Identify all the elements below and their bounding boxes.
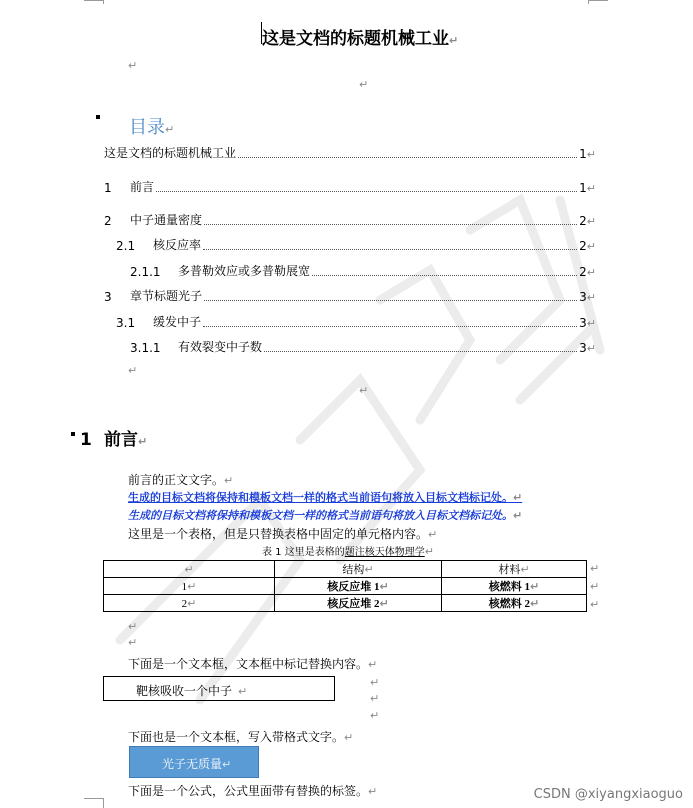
table-cell[interactable]: 核燃料 1↵ <box>442 578 587 595</box>
table-cell[interactable]: 核反应堆 1↵ <box>275 578 442 595</box>
table-row <box>104 595 587 612</box>
table-cell[interactable]: 材料↵ <box>442 561 587 578</box>
formatted-text-box[interactable]: 光子无质量↵ <box>129 746 259 778</box>
crop-mark-top-right-h <box>588 0 608 1</box>
textbox2-intro-text: 下面也是一个文本框，写入带格式文字。↵ <box>128 730 354 744</box>
paragraph-mark: ↵ <box>370 709 380 722</box>
toc-leader-dots <box>203 248 577 250</box>
table-row <box>104 578 587 595</box>
caption-link[interactable]: 题注核天体物理学 <box>344 547 425 558</box>
paragraph-mark: ↵ <box>370 692 380 705</box>
toc-entry[interactable]: 这是文档的标题机械工业 1 ↵ <box>104 146 596 161</box>
toc-leader-dots <box>156 190 577 192</box>
table-header-row <box>104 561 587 578</box>
data-table <box>103 560 587 612</box>
toc-leader-dots <box>312 274 577 276</box>
paragraph-mark: ↵ <box>128 364 138 377</box>
list-bullet-marker <box>96 115 100 119</box>
row-end-mark: ↵ <box>590 580 600 593</box>
blue-bold-italic-text: 生成的目标文档将保持和模板文档一样的格式当前语句将放入目标文档标记处。↵ <box>128 509 523 522</box>
formula-intro-text: 下面是一个公式，公式里面带有替换的标签。↵ <box>128 784 378 798</box>
table-cell[interactable]: 结构↵ <box>275 561 442 578</box>
table-cell[interactable]: 核燃料 2↵ <box>442 595 587 612</box>
toc-entry[interactable]: 1 前言 1 ↵ <box>104 180 596 195</box>
toc-entry[interactable]: 2.1.1 多普勒效应或多普勒展宽 2 ↵ <box>130 264 596 279</box>
section-heading[interactable]: 1 前言↵ <box>80 430 148 450</box>
toc-entry[interactable]: 3.1.1 有效裂变中子数 3 ↵ <box>130 340 596 355</box>
crop-mark-top-left-h <box>84 0 104 1</box>
crop-mark-top-right-v <box>588 0 589 4</box>
toc-leader-dots <box>204 299 577 301</box>
table-cell[interactable]: 1↵ <box>104 578 275 595</box>
paragraph-mark: ↵ <box>128 636 138 649</box>
toc-heading: 目录↵ <box>129 117 175 138</box>
intro-text: 前言的正文文字。↵ <box>128 473 234 487</box>
crop-mark-bottom-left-h <box>84 798 104 799</box>
crop-mark-top-left-v <box>103 0 104 4</box>
toc-leader-dots <box>203 325 577 327</box>
paragraph-mark: ↵ <box>128 620 138 633</box>
csdn-watermark: CSDN @xiyangxiaoguo <box>533 787 683 802</box>
crop-mark-bottom-left-v <box>103 798 104 808</box>
table-caption: 表 1 这里是表格的题注核天体物理学↵ <box>262 545 434 558</box>
list-bullet-marker <box>71 432 75 436</box>
table-cell[interactable]: 2↵ <box>104 595 275 612</box>
paragraph-mark: ↵ <box>359 78 369 91</box>
toc-entry[interactable]: 2 中子通量密度 2 ↵ <box>104 213 596 228</box>
toc-entry[interactable]: 2.1 核反应率 2 ↵ <box>116 238 596 253</box>
text-box[interactable]: 靶核吸收一个中子 ↵ <box>103 676 335 701</box>
textbox-intro-text: 下面是一个文本框，文本框中标记替换内容。↵ <box>128 657 378 671</box>
toc-leader-dots <box>204 223 577 225</box>
row-end-mark: ↵ <box>590 598 600 611</box>
table-cell[interactable]: ↵ <box>104 561 275 578</box>
paragraph-mark: ↵ <box>359 384 369 397</box>
toc-entry[interactable]: 3 章节标题光子 3 ↵ <box>104 289 596 304</box>
document-title[interactable]: 这是文档的标题机械工业↵ <box>262 29 459 49</box>
table-cell[interactable]: 核反应堆 2↵ <box>275 595 442 612</box>
paragraph-mark: ↵ <box>128 59 138 72</box>
toc-leader-dots <box>238 156 577 158</box>
paragraph-mark: ↵ <box>370 676 380 689</box>
row-end-mark: ↵ <box>590 562 600 575</box>
toc-entry[interactable]: 3.1 缓发中子 3 ↵ <box>116 315 596 330</box>
table-intro-text: 这里是一个表格，但是只替换表格中固定的单元格内容。↵ <box>128 527 438 541</box>
blue-bold-underlined-text: 生成的目标文档将保持和模板文档一样的格式当前语句将放入目标文档标记处。↵ <box>128 491 523 504</box>
toc-leader-dots <box>264 350 577 352</box>
